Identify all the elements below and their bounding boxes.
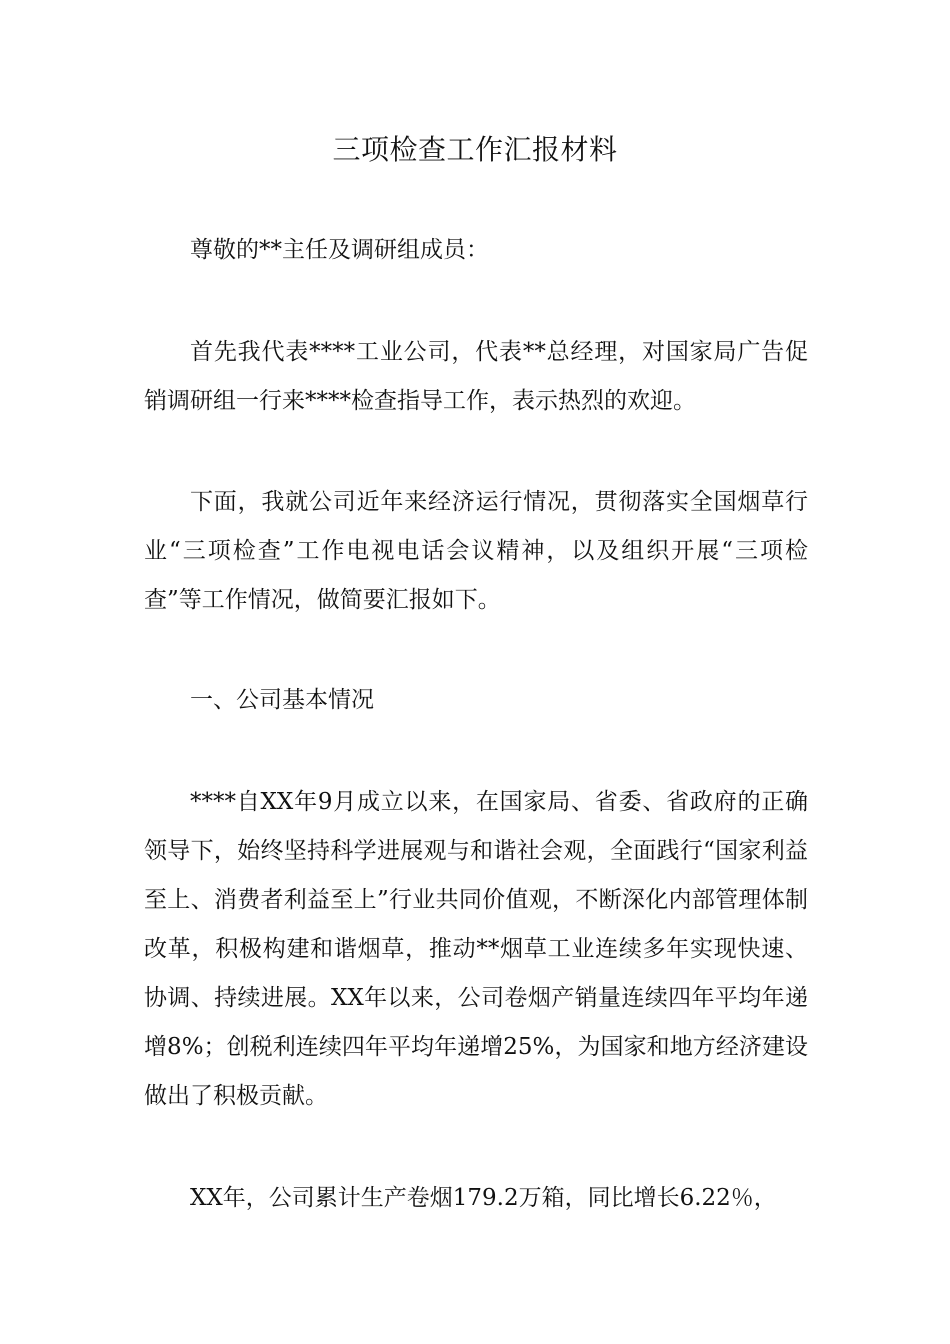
- company-situation-paragraph: ****自XX年9月成立以来，在国家局、省委、省政府的正确领导下，始终坚持科学进展观与和谐社会观，全面践行“国家利益至上、消费者利益至上”行业共同价值观，不断深化内部管理体制改革，积极构建和谐烟草，推动**烟草工业连续多年实现快速、协调、持续进展。XX年以来，公司卷烟产销量连续四年平均年递增8%；创税利连续四年平均年递增25%，为国家和地方经济建设做出了积极贡献。: [144, 789, 808, 1109]
- welcome-paragraph: 首先我代表****工业公司，代表**总经理，对国家局广告促销调研组一行来****检查指导工作，表示热烈的欢迎。: [144, 339, 808, 414]
- salutation-paragraph: 尊敬的**主任及调研组成员：: [190, 237, 489, 263]
- overview-paragraph: 下面，我就公司近年来经济运行情况，贯彻落实全国烟草行业“三项检查”工作电视电话会议精神，以及组织开展“三项检查”等工作情况，做简要汇报如下。: [144, 489, 808, 613]
- production-stats-paragraph: XX年，公司累计生产卷烟179.2万箱，同比增长6.22％，: [190, 1185, 777, 1211]
- document-title: 三项检查工作汇报材料: [332, 133, 618, 166]
- section-heading-1: 一、公司基本情况: [190, 687, 374, 713]
